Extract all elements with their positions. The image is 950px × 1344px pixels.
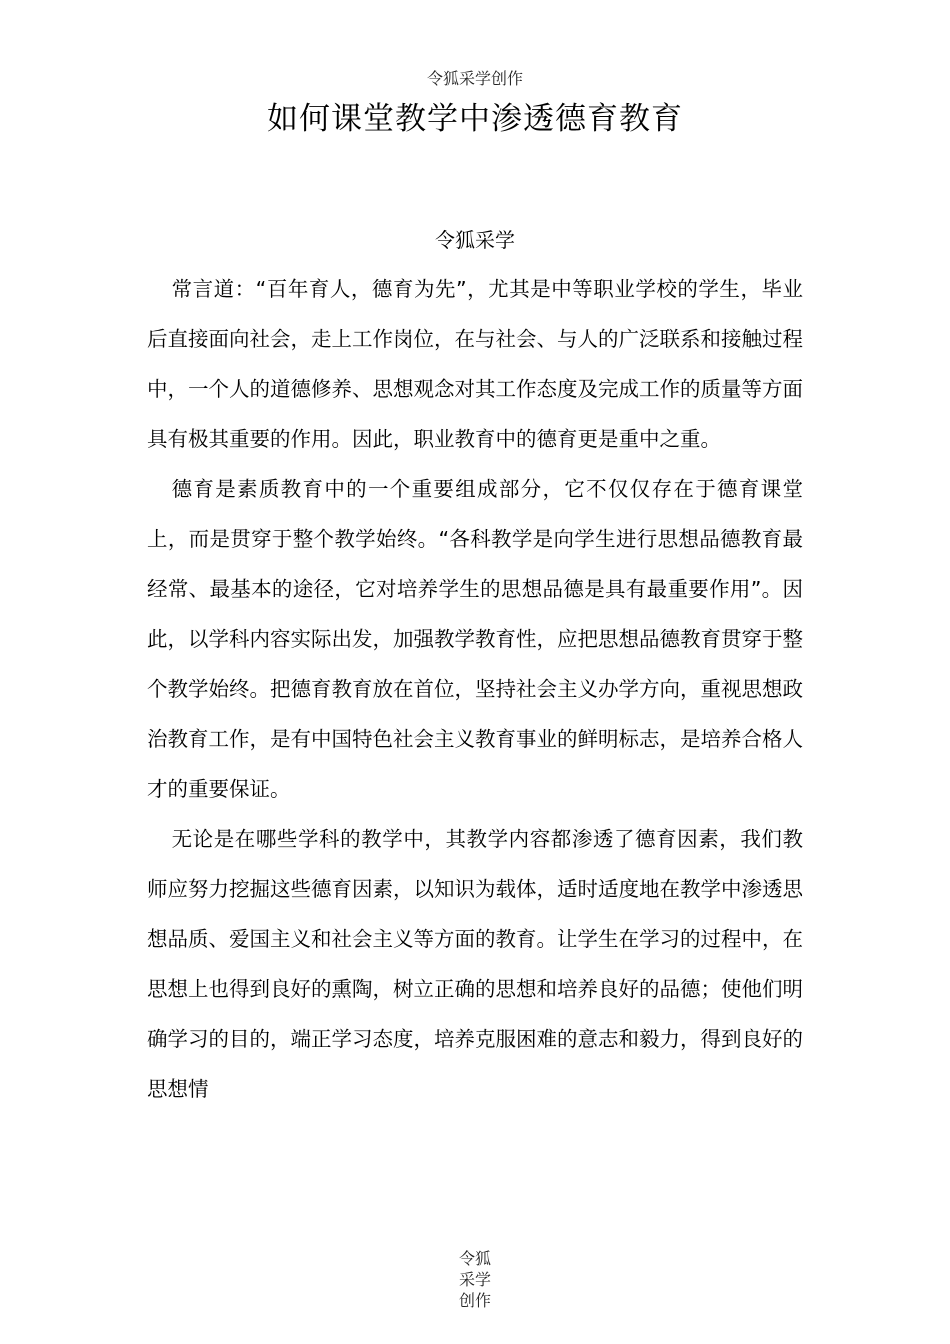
- footer-note-line: 令狐: [458, 1249, 491, 1268]
- document-title: 如何课堂教学中渗透德育教育: [267, 101, 683, 137]
- paragraph: 德育是素质教育中的一个重要组成部分，它不仅仅存在于德育课堂上，而是贯穿于整个教学始终。“各科教学是向学生进行思想品德教育最经常、最基本的途径，它对培养学生的思想品德是具有最重要作用”。因此，以学科内容实际出发，加强教学教育性，应把思想品德教育贯穿于整个教学始终。把德育教育放在首位，坚持社会主义办学方向，重视思想政治教育工作，是有中国特色社会主义教育事业的鲜明标志，是培养合格人才的重要保证。: [147, 477, 803, 801]
- document-body: [147, 264, 803, 1114]
- paragraph: 无论是在哪些学科的教学中，其教学内容都渗透了德育因素，我们教师应努力挖掘这些德育因素，以知识为载体，适时适度地在教学中渗透思想品质、爱国主义和社会主义等方面的教育。让学生在学习的过程中，在思想上也得到良好的熏陶，树立正确的思想和培养良好的品德；使他们明确学习的目的，端正学习态度，培养克服困难的意志和毅力，得到良好的思想情: [147, 827, 803, 1101]
- author-name: 令狐采学: [435, 228, 515, 252]
- footer-note-line: 创作: [458, 1291, 491, 1310]
- footer-note-line: 采学: [458, 1270, 491, 1289]
- paragraph: 常言道：“百年育人，德育为先”，尤其是中等职业学校的学生，毕业后直接面向社会，走上工作岗位，在与社会、与人的广泛联系和接触过程中，一个人的道德修养、思想观念对其工作态度及完成工作的质量等方面具有极其重要的作用。因此，职业教育中的德育更是重中之重。: [147, 277, 803, 451]
- header-note: 令狐采学创作: [426, 69, 523, 88]
- footer-note: [0, 1248, 950, 1311]
